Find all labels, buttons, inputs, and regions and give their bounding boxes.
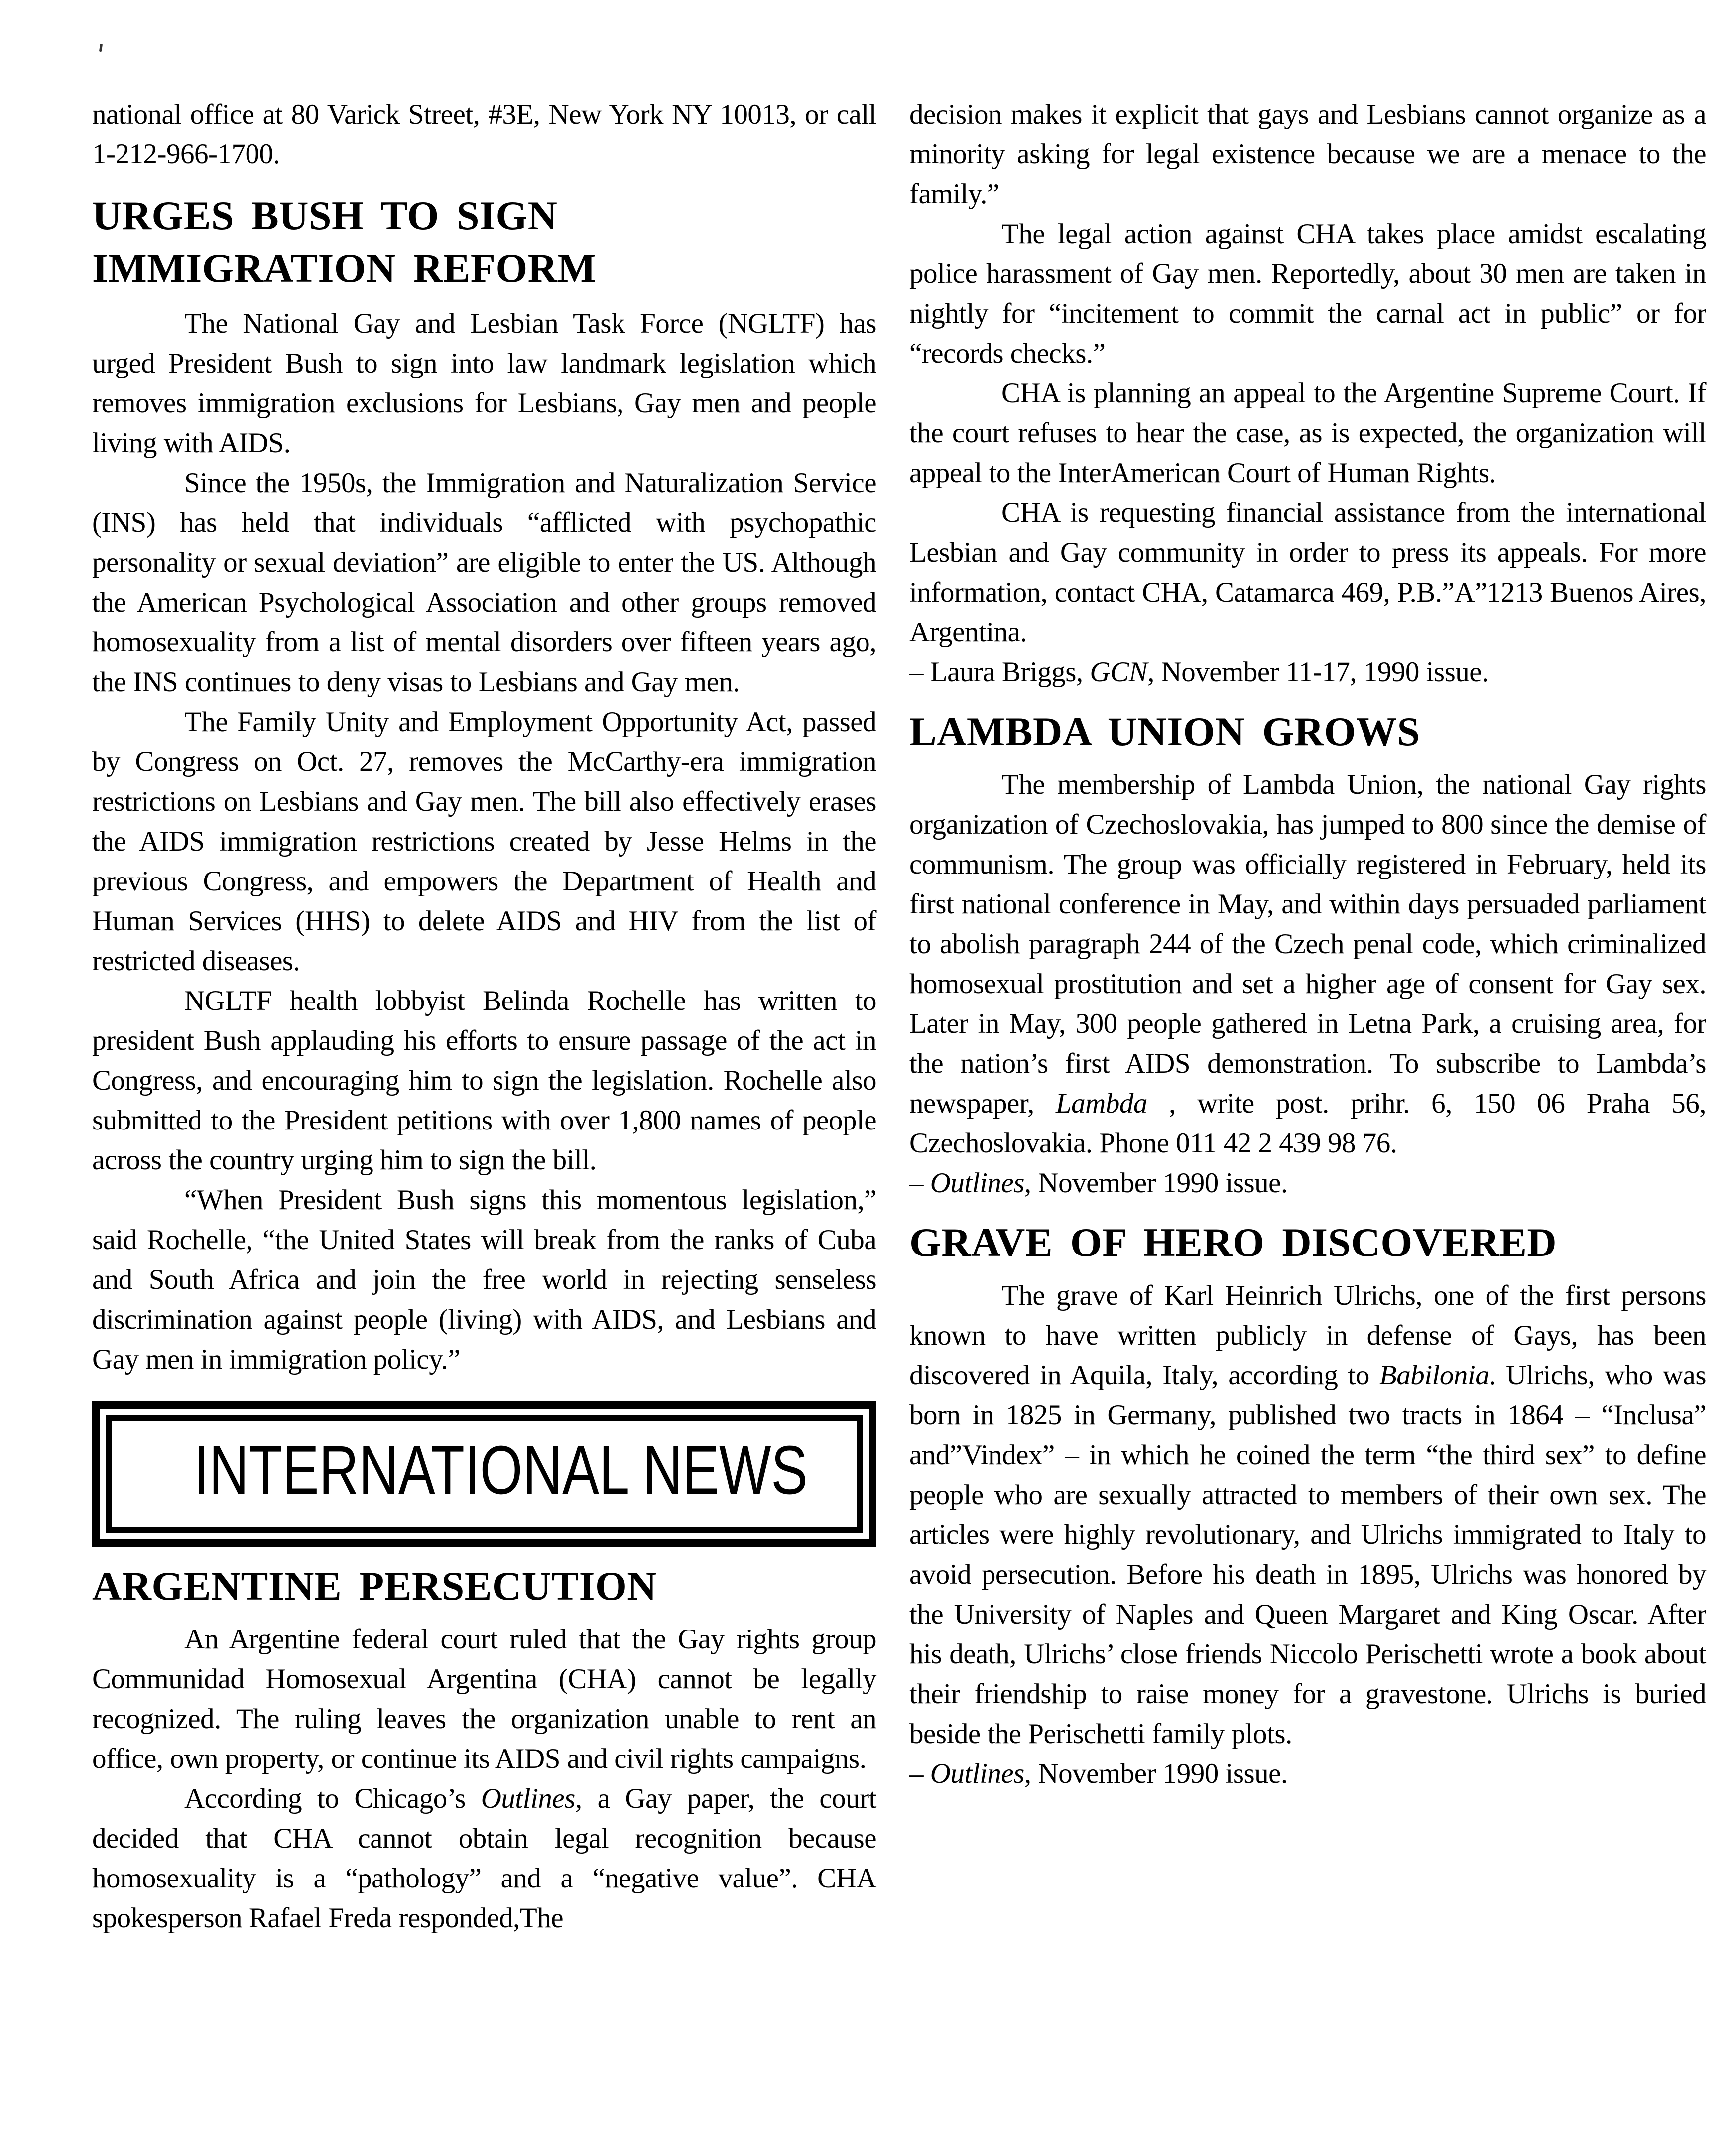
international-news-banner-box [92, 1401, 876, 1547]
body-paragraph-since-1950s: Since the 1950s, the Immigration and Naturalization Service (INS) has held that individuals “afflicted with psychopathic personality or sexual deviation” are eligible to enter the US. Although the American Psychological Association and other groups removed homosexuality from a list of mental disorders over fifteen years ago, the INS continues to deny visas to Lesbians and Gay men. [92, 467, 876, 698]
left-column [92, 95, 876, 2132]
international-news-banner-inner-frame [106, 1415, 863, 1533]
body-paragraph-decision-continuation: decision makes it explicit that gays and Lesbians cannot organize as a minority asking for legal existence because we are a menace to the family.” [909, 99, 1706, 210]
attribution-line-outlines-grave: – Outlines, November 1990 issue. [909, 1758, 1288, 1789]
body-paragraph-ulrichs-grave: The grave of Karl Heinrich Ulrichs, one of the first persons known to have written publicly in defense of Gays, has been discovered in Aquila, Italy, according to Babilonia. Ulrichs, who was born in 1825 in Germany, published two tracts in 1864 – “Inclusa” and”Vindex” – in which he coined the term “the third sex” to define people who are sexually attracted to members of their own sex. The articles were highly revolutionary, and Ulrichs immigrated to Italy to avoid persecution. Before his death in 1895, Ulrichs was honored by the University of Naples and Queen Margaret and King Oscar. After his death, Ulrichs’ close friends Niccolo Perischetti wrote a book about their friendship to raise money for a gravestone. Ulrichs is buried beside the Perischetti family plots. [909, 1280, 1707, 1750]
body-paragraph-nglft-urged: The National Gay and Lesbian Task Force (NGLTF) has urged President Bush to sign into law landmark legislation which removes immigration exclusions for Lesbians, Gay men and people living with AIDS. [92, 308, 876, 459]
headline-urges-bush-immigration-reform [92, 189, 876, 295]
attribution-line-outlines-lambda: – Outlines, November 1990 issue. [909, 1167, 1288, 1199]
right-column [909, 95, 1706, 2132]
body-paragraph-cha-appeal: CHA is planning an appeal to the Argentine Supreme Court. If the court refuses to hear the case, as is expected, the organization will appeal to the InterAmerican Court of Human Rights. [909, 377, 1706, 489]
body-paragraph-cha-financial: CHA is requesting financial assistance from the international Lesbian and Gay community in order to press its appeals. For more information, contact CHA, Catamarca 469, P.B.”A”1213 Buenos Aires, Argentina. [909, 497, 1706, 648]
attribution-line-gcn: – Laura Briggs, GCN, November 11-17, 1990 issue. [909, 656, 1488, 688]
body-paragraph-rochelle-quote: “When President Bush signs this momentous legislation,” said Rochelle, “the United States will break from the ranks of Cuba and South Africa and join the free world in rejecting senseless discrimination against people (living) with AIDS, and Lesbians and Gay men in immigration policy.” [92, 1184, 876, 1375]
headline-line-2: IMMIGRATION REFORM [92, 246, 597, 291]
body-paragraph-according-outlines: According to Chicago’s Outlines, a Gay paper, the court decided that CHA cannot obtain legal recognition because homosexuality is a “pathology” and a “negative value”. CHA spokesperson Rafael Freda responded,The [92, 1783, 876, 1934]
headline-lambda-union-grows: LAMBDA UNION GROWS [909, 709, 1420, 754]
headline-line-1: URGES BUSH TO SIGN [92, 193, 558, 238]
body-paragraph-rochelle-letter: NGLTF health lobbyist Belinda Rochelle has written to president Bush applauding his efforts to ensure passage of the act in Congress, and encouraging him to sign the legislation. Rochelle also submitted to the President petitions with over 1,800 names of people across the country urging him to sign the bill. [92, 985, 876, 1176]
body-paragraph-family-unity-act: The Family Unity and Employment Opportunity Act, passed by Congress on Oct. 27, removes the McCarthy-era immigration restrictions on Lesbians and Gay men. The bill also effectively erases the AIDS immigration restrictions created by Jesse Helms in the previous Congress, and empowers the Department of Health and Human Services (HHS) to delete AIDS and HIV from the list of restricted diseases. [92, 706, 876, 977]
headline-grave-of-hero-discovered: GRAVE OF HERO DISCOVERED [909, 1220, 1557, 1265]
body-paragraph-argentine-court: An Argentine federal court ruled that the Gay rights group Communidad Homosexual Argentina (CHA) cannot be legally recognized. The ruling leaves the organization unable to rent an office, own property, or continue its AIDS and civil rights campaigns. [92, 1624, 876, 1774]
body-paragraph-legal-action: The legal action against CHA takes place amidst escalating police harassment of Gay men. Reportedly, about 30 men are taken in nightly for “incitement to commit the carnal act in public” or for “records checks.” [909, 218, 1706, 369]
international-news-banner-title: INTERNATIONAL NEWS [194, 1432, 808, 1508]
continuation-paragraph: national office at 80 Varick Street, #3E, New York NY 10013, or call 1-212-966-1700. [92, 99, 876, 170]
headline-argentine-persecution: ARGENTINE PERSECUTION [92, 1563, 657, 1609]
body-paragraph-lambda-union: The membership of Lambda Union, the national Gay rights organization of Czechoslovakia, has jumped to 800 since the demise of communism. The group was officially registered in February, held its first national conference in May, and within days persuaded parliament to abolish paragraph 244 of the Czech penal code, which criminalized homosexual prostitution and set a higher age of consent for Gay sex. Later in May, 300 people gathered in Letna Park, a cruising area, for the nation’s first AIDS demonstration. To subscribe to Lambda’s newspaper, Lambda , write post. prihr. 6, 150 06 Praha 56, Czechoslovakia. Phone 011 42 2 439 98 76. [909, 769, 1706, 1159]
